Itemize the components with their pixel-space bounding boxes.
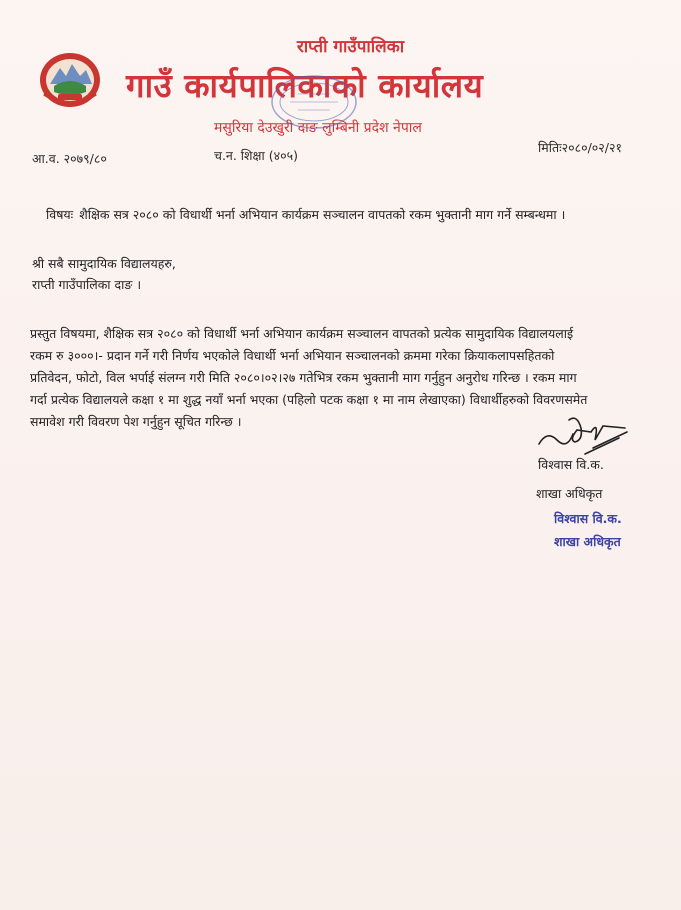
subject-line bbox=[46, 206, 565, 223]
nepal-emblem-logo bbox=[38, 50, 102, 110]
signatory-post: शाखा अधिकृत bbox=[536, 486, 603, 501]
subject-label: विषयः bbox=[46, 207, 74, 222]
stamp-signatory-post: शाखा अधिकृत bbox=[554, 534, 621, 549]
letter-date: मितिः२०८०/०२/२१ bbox=[538, 140, 623, 155]
body-line: समावेश गरी विवरण पेश गर्नुहुन सूचित गरिन्छ । bbox=[30, 414, 242, 429]
office-address: मसुरिया देउखुरी दाङ लुम्बिनी प्रदेश नेपाल bbox=[214, 120, 422, 136]
office-title: गाउँ कार्यपालिकाको कार्यालय bbox=[126, 66, 484, 105]
body-line: रकम रु ३०००।- प्रदान गर्ने गरी निर्णय भएकोले विधार्थी भर्ना अभियान सञ्चालनको क्रममा गरेका क्रियाकलापसहितको bbox=[30, 348, 555, 363]
recipient-line-1: श्री सबै सामुदायिक विद्यालयहरु, bbox=[32, 256, 176, 271]
signatory-name: विश्वास वि.क. bbox=[538, 457, 604, 472]
body-line: गर्दा प्रत्येक विद्यालयले कक्षा १ मा शुद्ध नयाँ भर्ना भएका (पहिलो पटक कक्षा १ मा नाम लेखाएका) विधार्थीहरुको विवरणसमेत bbox=[30, 392, 588, 407]
body-line: प्रतिवेदन, फोटो, विल भर्पाई संलग्न गरी मिति २०८०।०२।२७ गतेभित्र रकम भुक्तानी माग गर्नुहुन अनुरोध गरिन्छ । रकम माग bbox=[30, 370, 577, 385]
fiscal-year: आ.व. २०७९/८० bbox=[32, 151, 107, 166]
municipality-name: राप्ती गाउँपालिका bbox=[296, 37, 405, 57]
reference-number: च.न. शिक्षा (४०५) bbox=[214, 148, 298, 163]
recipient-line-2: राप्ती गाउँपालिका दाङ । bbox=[32, 277, 142, 292]
subject-text: शैक्षिक सत्र २०८० को विधार्थी भर्ना अभियान कार्यक्रम सञ्चालन वापतको रकम भुक्तानी माग गर्ने सम्बन्धमा । bbox=[79, 207, 566, 222]
office-stamp bbox=[268, 72, 360, 132]
body-line: प्रस्तुत विषयमा, शैक्षिक सत्र २०८० को विधार्थी भर्ना अभियान कार्यक्रम सञ्चालन वापतको प्रत्येक सामुदायिक विद्यालयलाई bbox=[30, 326, 574, 341]
stamp-signatory-name: विश्वास वि.क. bbox=[554, 511, 622, 526]
handwritten-signature bbox=[533, 410, 633, 458]
